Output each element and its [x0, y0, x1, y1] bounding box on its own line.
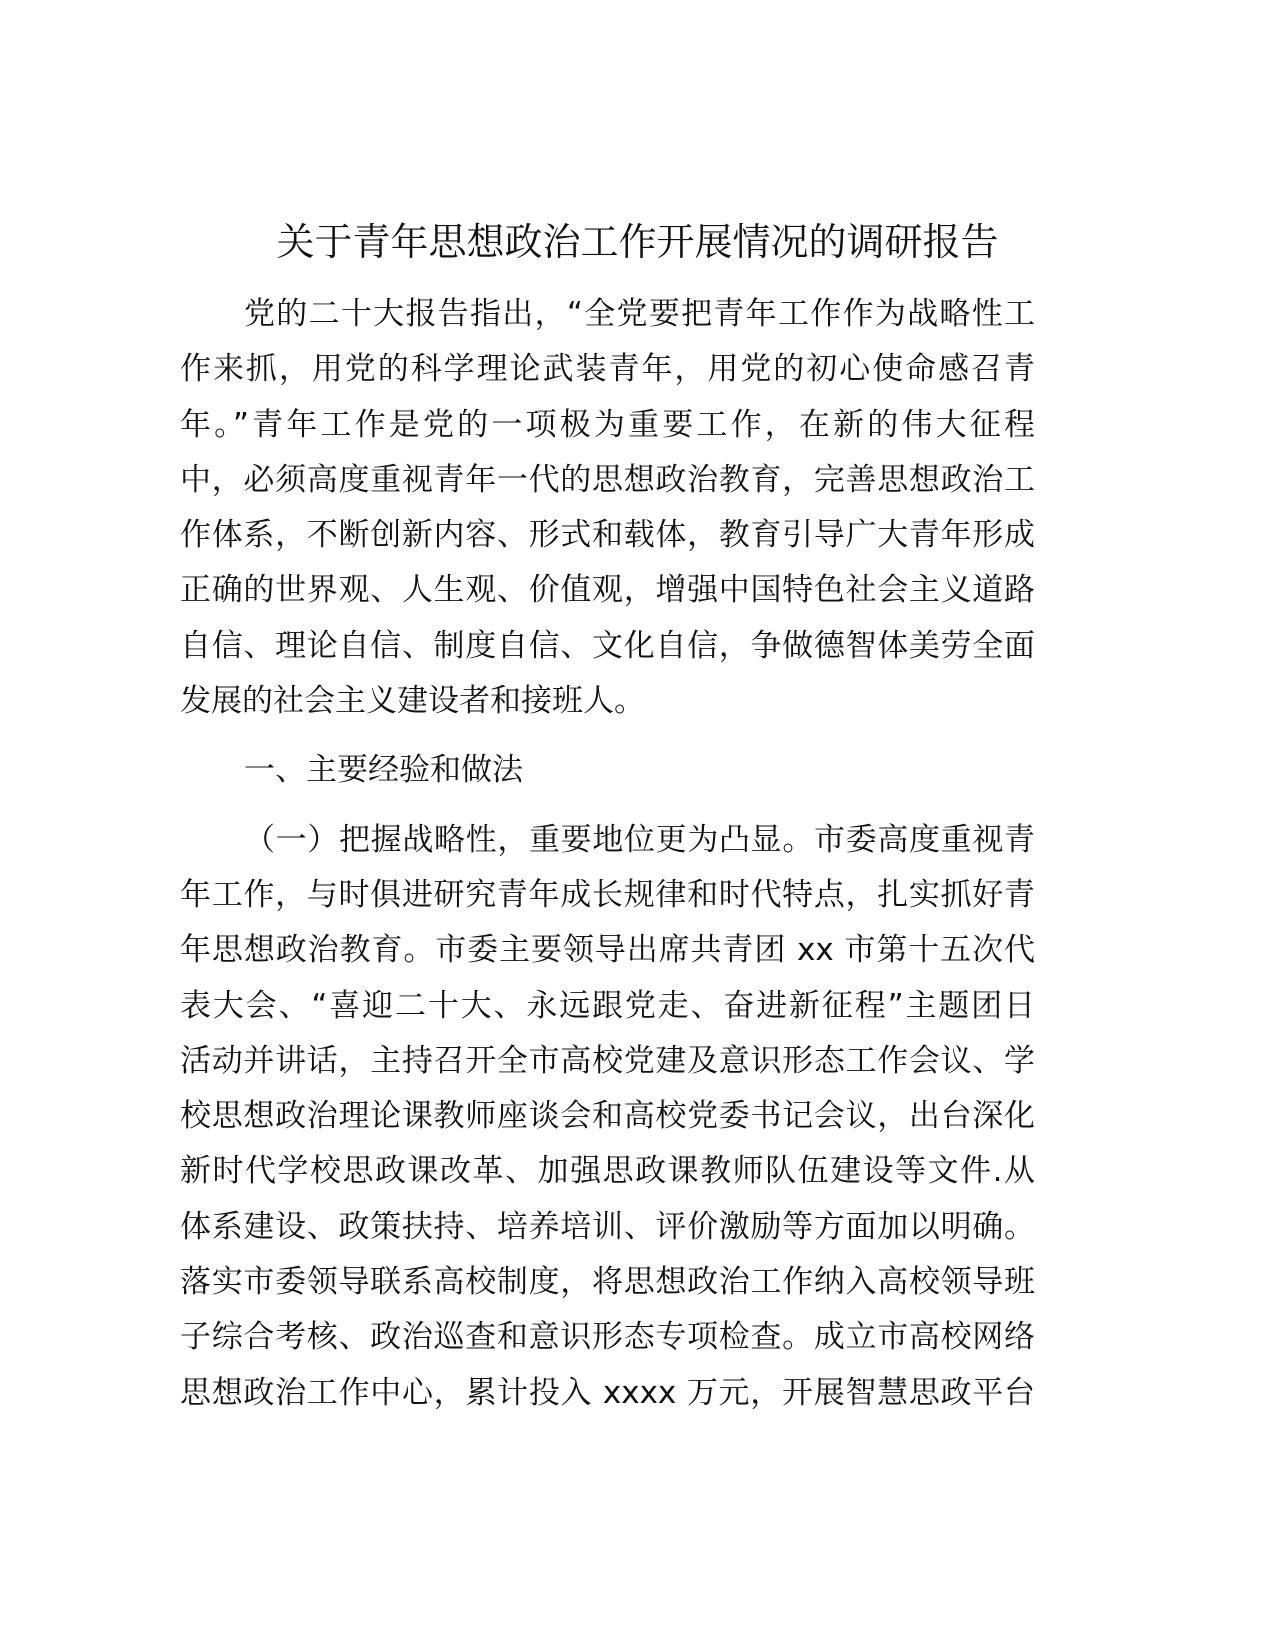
- text-line: 党的二十大报告指出，“全党要把青年工作作为战略性工: [244, 296, 1035, 332]
- text-line: 体系建设、政策扶持、培养培训、评价激励等方面加以明确。: [180, 1208, 1035, 1245]
- text-line: 正确的世界观、人生观、价值观，增强中国特色社会主义道路: [180, 572, 1035, 609]
- text-line: 发展的社会主义建设者和接班人。: [180, 683, 645, 720]
- text-line: 年思想政治教育。市委主要领导出席共青团 xx 市第十五次代: [180, 932, 1035, 969]
- text-line: 年。”青年工作是党的一项极为重要工作，在新的伟大征程: [180, 406, 1035, 443]
- text-line: 作体系，不断创新内容、形式和载体，教育引导广大青年形成: [180, 517, 1035, 554]
- text-line: 校思想政治理论课教师座谈会和高校党委书记会议，出台深化: [180, 1098, 1035, 1135]
- text-line: 作来抓，用党的科学理论武装青年，用党的初心使命感召青: [180, 351, 1035, 388]
- text-line: 新时代学校思政课改革、加强思政课教师队伍建设等文件.从: [180, 1153, 1035, 1190]
- text-line: 落实市委领导联系高校制度，将思想政治工作纳入高校领导班: [180, 1264, 1035, 1301]
- text-line: 表大会、“喜迎二十大、永远跟党走、奋进新征程”主题团日: [180, 987, 1035, 1024]
- text-line: 活动并讲话，主持召开全市高校党建及意识形态工作会议、学: [180, 1042, 1035, 1079]
- text-line: （一）把握战略性，重要地位更为凸显。市委高度重视青: [244, 821, 1035, 858]
- text-line: 思想政治工作中心，累计投入 xxxx 万元，开展智慧思政平台: [180, 1374, 1035, 1411]
- text-line: 自信、理论自信、制度自信、文化自信，争做德智体美劳全面: [180, 627, 1035, 664]
- document-body: [180, 287, 1035, 1421]
- document-title: 关于青年思想政治工作开展情况的调研报告: [276, 220, 999, 264]
- text-line: 中，必须高度重视青年一代的思想政治教育，完善思想政治工: [180, 461, 1035, 498]
- section-heading: 一、主要经验和做法: [244, 752, 523, 789]
- text-line: 年工作，与时俱进研究青年成长规律和时代特点，扎实抓好青: [180, 876, 1035, 913]
- text-line: 子综合考核、政治巡查和意识形态专项检查。成立市高校网络: [180, 1319, 1035, 1356]
- paragraph-intro: [180, 287, 1035, 729]
- paragraph-section-1: [180, 813, 1035, 1421]
